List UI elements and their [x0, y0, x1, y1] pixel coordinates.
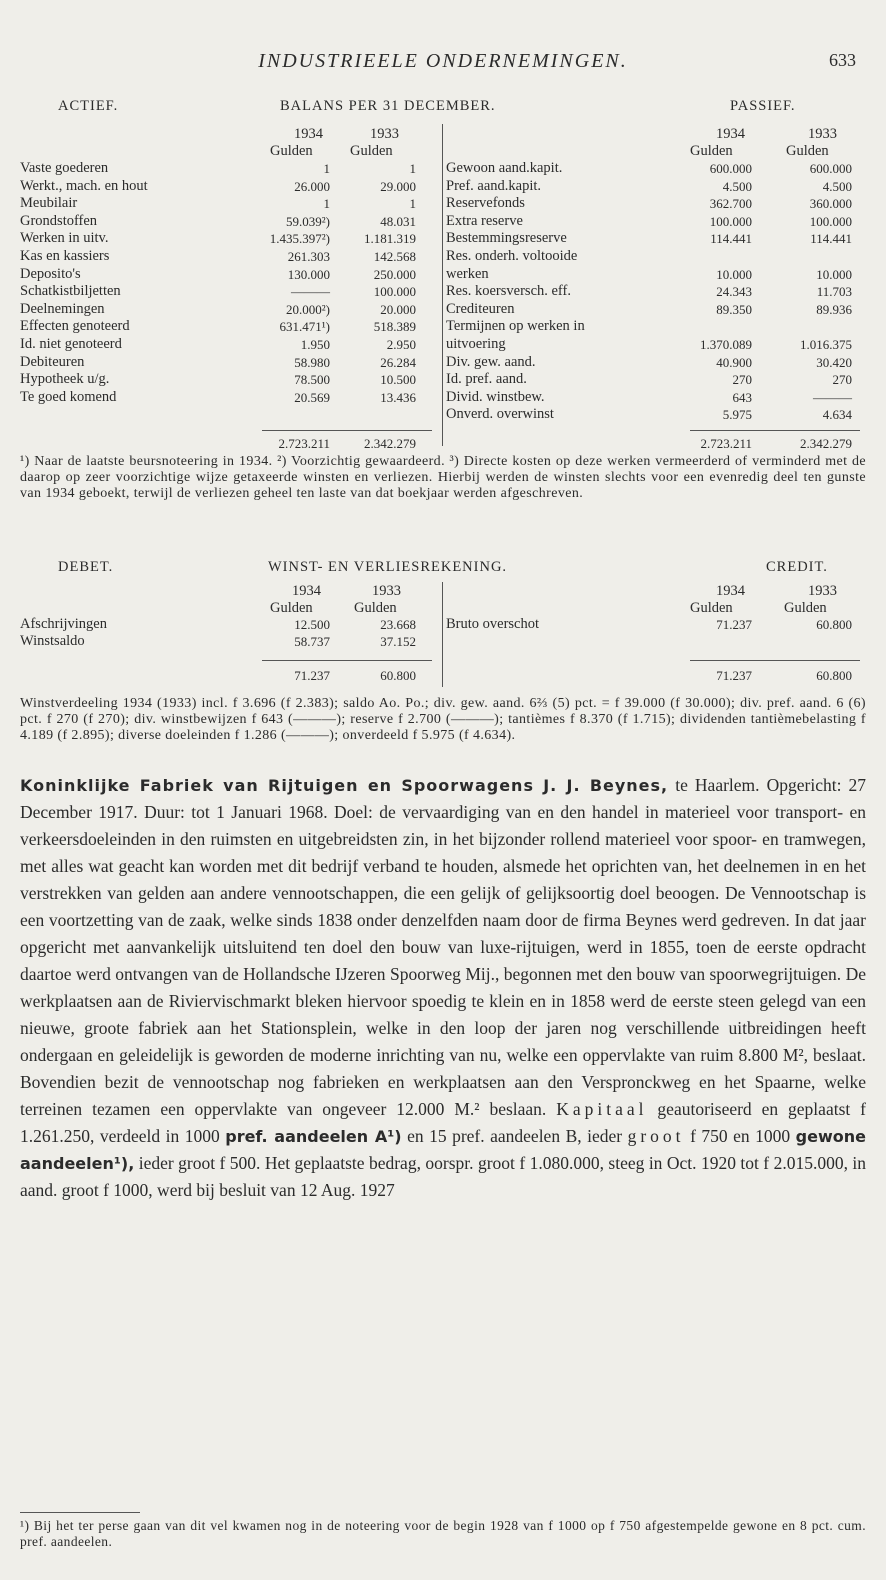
- page-title: INDUSTRIEELE ONDERNEMINGEN.: [258, 50, 628, 72]
- debet-heading: DEBET.: [58, 559, 114, 575]
- row-value-1934: 270: [732, 372, 752, 388]
- row-value-1934: 100.000: [709, 213, 752, 229]
- row-value-1934: 26.000: [294, 178, 330, 194]
- row-value-1933: 37.152: [380, 634, 416, 649]
- row-value-1934: 20.000²): [286, 301, 330, 317]
- total-value: 2.342.279: [364, 436, 416, 451]
- row-value-1933: ———: [813, 389, 852, 405]
- total-value: 60.800: [380, 668, 416, 683]
- total-rule: [262, 430, 432, 431]
- page-footnote: ¹) Bij het ter perse gaan van dit vel kwamen nog in de noteering voor de begin 1928 van f 1000 op f 750 afgestempelde gewone en 8 pct. cum. pref. aandeelen.: [20, 1518, 866, 1549]
- row-label: Gewoon aand.kapit.: [446, 160, 563, 176]
- row-value-1934: 20.569: [294, 389, 330, 405]
- row-value-1934: 78.500: [294, 372, 330, 388]
- row-value-1933: 60.800: [816, 617, 852, 632]
- row-value-1934: 362.700: [709, 196, 752, 212]
- row-label: Res. koersversch. eff.: [446, 283, 571, 300]
- row-label: Divid. winstbew.: [446, 388, 545, 405]
- row-value-1933: 142.568: [373, 249, 416, 264]
- company-text: te Haarlem. Opgericht: 27 December 1917. Duur: tot 1 Januari 1968. Doel: de vervaardiging van en den handel in materieel voor transport- en verkeersdoeleinden in den ruimsten en uitgebreidsten zin, in het bijzonder rollend materieel voor spoor- en tramwegen, met alles wat geacht kan worden met dit bedrijf verband te houden, alsmede het oprichten van, het deelnemen in en het verstrekken van gelden aan andere vennootschappen, die een gelijk of gelijksoortig doel beoogen. De Vennootschap is een voortzetting van de zaak, welke sinds 1838 onder denzelfden naam door de firma Beynes werd gedreven. In dat jaar opgericht met aanvankelijk uitsluitend ten doel den bouw van luxe-rijtuigen, werd in 1855, toen de eerste opdracht daartoe werd ontvangen van de Hollandsche IJzeren Spoorweg Mij., begonnen met den bouw van spoorwegrijtuigen. De werkplaatsen aan de Riviervischmarkt bleken hiervoor spoedig te klein en in 1858 werd de eerste steen gelegd van een nieuwe, groote fabriek aan het Stationsplein, welke in den loop der jaren nog verschillende uitbreidingen heeft ondergaan en geleidelijk is geworden de moderne inrichting van nu, welke een oppervlakte van ruim 8.800 M², beslaat. Bovendien bezit de vennootschap nog fabrieken en werkplaatsen aan den Verspronckweg en het Spaarne, welke terreinen tezamen een oppervlakte van ongeveer 12.000 M.² beslaan.: [20, 775, 867, 1119]
- total-value: 2.723.211: [700, 436, 752, 451]
- row-value-1934: 1: [323, 161, 330, 176]
- row-value-1934: 40.900: [716, 354, 752, 370]
- passief-heading: PASSIEF.: [730, 98, 796, 114]
- year-header: 1934: [294, 126, 323, 142]
- row-label: Extra reserve: [446, 212, 523, 229]
- row-value-1934: 1.950: [300, 337, 330, 352]
- row-label: Deposito's: [20, 265, 81, 282]
- row-value-1933: 100.000: [373, 284, 416, 300]
- year-header: 1933: [372, 583, 401, 599]
- row-value-1933: 13.436: [380, 389, 416, 405]
- year-header: 1934: [716, 126, 745, 142]
- kapitaal-label: Kapitaal: [556, 1099, 648, 1119]
- row-value-1933: 4.500: [822, 178, 852, 194]
- balance-footnote: ¹) Naar de laatste beursnoteering in 1934. ²) Voorzichtig gewaardeerd. ³) Directe kosten op deze werken vermeerderd of verminderd met de daarop op zeer voorzichtige wijze getaxeerde winsten en verliezen. Hierbij werden de winsten slechts voor een evenredig deel ten gunste van 1934 geboekt, terwijl de verliezen geheel ten laste van dat boekjaar werden afgeschreven.: [20, 454, 866, 501]
- row-value-1933: 30.420: [816, 354, 852, 370]
- credit-heading: CREDIT.: [766, 559, 828, 575]
- total-value: 2.723.211: [278, 436, 330, 451]
- groot-label: groot: [627, 1126, 685, 1146]
- row-value-1933: 10.000: [816, 266, 852, 282]
- row-value-1934: 12.500: [294, 617, 330, 632]
- kapitaal-text: f 750 en 1000: [690, 1126, 791, 1146]
- row-value-1934: 643: [732, 389, 752, 405]
- pnl-title: WINST- EN VERLIESREKENING.: [268, 559, 508, 575]
- total-value: 60.800: [816, 668, 852, 683]
- profit-distribution-note: Winstverdeeling 1934 (1933) incl. f 3.696 (f 2.383); saldo Ao. Po.; div. gew. aand. 6⅔ (5) pct. = f 39.000 (f 30.000); div. pref. aand. 6 (6) pct. f 270 (f 270); div. winstbewijzen f 643 (———); reserve f 2.700 (———); tantièmes f 8.370 (f 1.715); dividenden tantièmebelasting f 4.189 (f 2.895); diverse doeleinden f 1.286 (———); onverdeeld f 5.975 (f 4.634).: [20, 696, 866, 743]
- row-value-1933: 4.634: [822, 407, 852, 423]
- row-value-1933: 29.000: [380, 178, 416, 194]
- column-divider: [442, 124, 443, 446]
- company-name: Koninklijke Fabriek van Rijtuigen en Spoorwagens J. J. Beynes,: [20, 776, 669, 795]
- row-value-1934: 130.000: [287, 266, 330, 282]
- row-value-1934: 24.343: [716, 284, 752, 300]
- year-header: 1934: [292, 583, 321, 599]
- row-value-1934: 89.350: [716, 301, 752, 317]
- row-value-1933: 1: [409, 161, 416, 176]
- row-label: Bestemmingsreserve: [446, 230, 567, 247]
- row-value-1933: 1.016.375: [800, 337, 852, 352]
- row-label: Effecten genoteerd: [20, 318, 130, 335]
- row-value-1934: 58.980: [294, 354, 330, 370]
- row-label: Hypotheek u/g.: [20, 371, 110, 388]
- row-value-1933: 20.000: [380, 301, 416, 317]
- unit-header: Gulden: [270, 600, 313, 616]
- total-rule: [690, 430, 860, 431]
- row-value-1934: 1.435.397²): [269, 231, 330, 247]
- row-value-1933: 2.950: [386, 337, 416, 352]
- actief-heading: ACTIEF.: [58, 98, 119, 114]
- row-label: Res. onderh. voltooide: [446, 248, 578, 264]
- kapitaal-text: ieder groot f 500. Het geplaatste bedrag, oorspr. groot f 1.080.000, steeg in Oct. 1920 tot f 2.015.000, in aand. groot f 1000, werd bij besluit van 12 Aug. 1927: [20, 1153, 867, 1200]
- kapitaal-text: geautoriseerd en geplaatst f 1.261.250, verdeeld in 1000: [20, 1099, 866, 1146]
- row-value-1934: 5.975: [722, 407, 752, 423]
- year-header: 1933: [370, 126, 399, 142]
- row-value-1933: 10.500: [380, 372, 416, 388]
- row-value-1933: 1.181.319: [364, 231, 416, 247]
- row-value-1934: 1: [323, 196, 330, 212]
- row-value-1934: 114.441: [710, 231, 752, 247]
- total-value: 71.237: [716, 668, 752, 683]
- page-number: 633: [829, 50, 856, 70]
- year-header: 1934: [716, 583, 745, 599]
- row-value-1933: 23.668: [380, 617, 416, 632]
- unit-header: Gulden: [690, 143, 733, 159]
- row-value-1934: 1.370.089: [700, 337, 752, 352]
- row-value-1933: 270: [832, 372, 852, 388]
- year-header: 1933: [808, 126, 837, 142]
- row-value-1934: 10.000: [716, 266, 752, 282]
- unit-header: Gulden: [350, 143, 393, 159]
- common-shares: gewone aandeelen¹),: [20, 1127, 866, 1173]
- row-label: Werken in uitv.: [20, 230, 109, 247]
- kapitaal-text: en 15 pref. aandeelen B, ieder: [407, 1126, 623, 1146]
- row-label: Werkt., mach. en hout: [20, 177, 148, 194]
- row-label: Grondstoffen: [20, 212, 98, 229]
- total-value: 71.237: [294, 668, 330, 683]
- company-description: [20, 772, 866, 1204]
- row-label: Crediteuren: [446, 300, 515, 317]
- unit-header: Gulden: [270, 143, 313, 159]
- row-label: Id. pref. aand.: [446, 371, 527, 388]
- row-label: Te goed komend: [20, 388, 117, 405]
- row-label: Bruto overschot: [446, 616, 540, 632]
- total-rule: [262, 660, 432, 661]
- row-value-1933: 600.000: [809, 161, 852, 176]
- row-value-1933: 26.284: [380, 354, 416, 370]
- footnote-rule: [20, 1512, 140, 1513]
- row-value-1934: 59.039²): [286, 213, 330, 229]
- row-label: werken: [446, 265, 489, 282]
- row-value-1934: 4.500: [722, 178, 752, 194]
- row-label: Vaste goederen: [20, 160, 109, 176]
- row-value-1934: ———: [291, 284, 330, 300]
- row-label: Kas en kassiers: [20, 248, 110, 264]
- row-value-1934: 631.471¹): [279, 319, 330, 335]
- row-label: uitvoering: [446, 336, 506, 352]
- row-label: Id. niet genoteerd: [20, 336, 122, 352]
- row-label: Pref. aand.kapit.: [446, 177, 542, 194]
- row-value-1933: 518.389: [373, 319, 416, 335]
- row-label: Deelnemingen: [20, 300, 105, 317]
- unit-header: Gulden: [690, 600, 733, 616]
- row-label: Termijnen op werken in: [446, 318, 585, 335]
- row-label: Debiteuren: [20, 353, 85, 370]
- row-value-1934: 600.000: [709, 161, 752, 176]
- row-value-1933: 48.031: [380, 213, 416, 229]
- column-divider: [442, 582, 443, 687]
- row-value-1933: 250.000: [373, 266, 416, 282]
- row-label: Div. gew. aand.: [446, 353, 536, 370]
- row-value-1933: 360.000: [809, 196, 852, 212]
- row-label: Reservefonds: [446, 195, 525, 212]
- total-value: 2.342.279: [800, 436, 852, 451]
- row-value-1933: 89.936: [816, 301, 852, 317]
- pref-shares: pref. aandeelen A¹): [225, 1127, 402, 1146]
- row-value-1933: 1: [409, 196, 416, 212]
- row-value-1933: 114.441: [810, 231, 852, 247]
- row-value-1933: 11.703: [816, 284, 852, 300]
- row-label: Afschrijvingen: [20, 616, 107, 632]
- total-rule: [690, 660, 860, 661]
- row-value-1934: 261.303: [287, 249, 330, 264]
- row-label: Meubilair: [20, 195, 78, 212]
- row-label: Onverd. overwinst: [446, 406, 554, 423]
- row-value-1934: 71.237: [716, 617, 752, 632]
- row-label: Winstsaldo: [20, 633, 85, 649]
- row-value-1934: 58.737: [294, 634, 330, 649]
- unit-header: Gulden: [354, 600, 397, 616]
- row-value-1933: 100.000: [809, 213, 852, 229]
- unit-header: Gulden: [786, 143, 829, 159]
- unit-header: Gulden: [784, 600, 827, 616]
- row-label: Schatkistbiljetten: [20, 283, 121, 300]
- balance-title: BALANS PER 31 DECEMBER.: [280, 98, 496, 114]
- year-header: 1933: [808, 583, 837, 599]
